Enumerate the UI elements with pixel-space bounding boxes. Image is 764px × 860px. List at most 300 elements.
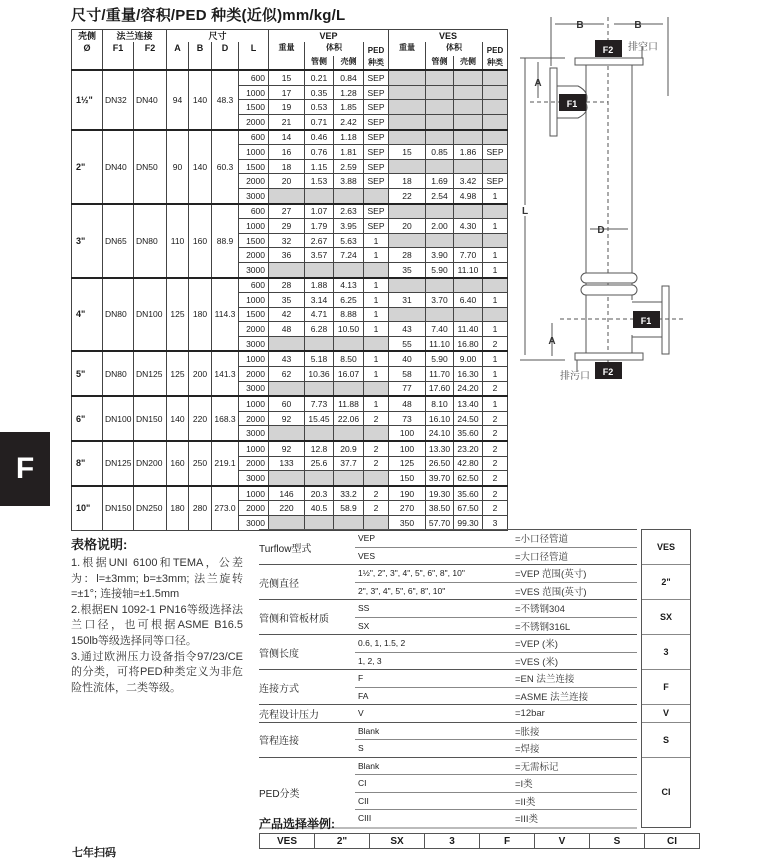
header-ves-tube: 管侧: [426, 56, 454, 71]
ves-cell: [454, 130, 483, 145]
code-option-row: [355, 617, 637, 635]
shell-size: 10": [72, 486, 103, 530]
ves-cell: 3.42: [454, 174, 483, 189]
vep-cell: 1.79: [305, 219, 334, 234]
f1-value: DN80: [103, 351, 134, 396]
header-vep-volume: 体积: [305, 42, 364, 56]
f2-value: DN150: [134, 396, 167, 441]
size-group: [72, 486, 508, 530]
example-code-table: [259, 833, 700, 849]
vep-cell: 2.59: [334, 159, 364, 174]
ves-cell: 35: [389, 262, 426, 277]
header-vep-ped: PED 种类: [364, 42, 389, 70]
vep-cell: 0.21: [305, 70, 334, 85]
vep-cell: SEP: [364, 70, 389, 85]
header-vep: VEP: [269, 30, 389, 43]
ves-cell: [426, 159, 454, 174]
vep-cell: [364, 188, 389, 203]
ves-cell: 4.98: [454, 188, 483, 203]
svg-text:F1: F1: [640, 316, 652, 326]
ves-cell: 73: [389, 411, 426, 426]
size-group: [72, 441, 508, 486]
ves-cell: 2: [483, 471, 508, 486]
vep-cell: 1: [364, 233, 389, 248]
ves-cell: 3: [483, 516, 508, 531]
ves-cell: 270: [389, 501, 426, 516]
d-value: 88.9: [212, 204, 239, 278]
dim-a-top: A: [534, 78, 542, 89]
code-group: [259, 529, 637, 564]
code-option-row: [355, 774, 637, 792]
vep-cell: 1: [364, 396, 389, 411]
b-value: 160: [189, 204, 212, 278]
code-group: [259, 704, 637, 722]
vep-cell: 92: [269, 441, 305, 456]
vep-cell: [269, 381, 305, 396]
vep-cell: [334, 471, 364, 486]
b-value: 140: [189, 70, 212, 129]
ves-cell: 5.90: [426, 351, 454, 366]
code-option-meaning: =EN 法兰连接: [515, 674, 575, 686]
selected-code-cell: CI: [642, 757, 690, 827]
size-group: [72, 130, 508, 204]
ves-cell: [454, 85, 483, 100]
size-group: [72, 204, 508, 278]
ves-cell: 1: [483, 219, 508, 234]
vep-cell: 3.95: [334, 219, 364, 234]
ves-cell: 16.30: [454, 367, 483, 382]
code-option-row: [355, 565, 637, 582]
a-value: 140: [167, 396, 189, 441]
vep-cell: 3.14: [305, 293, 334, 308]
code-option-key: 2", 3", 4", 5", 6", 8", 10": [358, 585, 446, 596]
ves-cell: 99.30: [454, 516, 483, 531]
ves-cell: [483, 100, 508, 115]
vep-cell: 20: [269, 174, 305, 189]
ves-cell: 5.90: [426, 262, 454, 277]
vep-cell: [269, 188, 305, 203]
vep-cell: 48: [269, 322, 305, 337]
ves-cell: 17.60: [426, 381, 454, 396]
size-group: [72, 351, 508, 396]
a-value: 125: [167, 278, 189, 352]
ves-cell: 1: [483, 293, 508, 308]
length-value: 3000: [239, 381, 269, 396]
dim-b-right: B: [634, 20, 642, 31]
shell-size: 6": [72, 396, 103, 441]
header-ves: VES: [389, 30, 508, 43]
ves-cell: [426, 100, 454, 115]
vep-cell: SEP: [364, 145, 389, 160]
vep-cell: 2: [364, 411, 389, 426]
ves-cell: 31: [389, 293, 426, 308]
length-value: 3000: [239, 262, 269, 277]
ves-cell: 100: [389, 441, 426, 456]
code-option-key: CIII: [358, 813, 372, 824]
length-value: 600: [239, 70, 269, 85]
ves-cell: 48: [389, 396, 426, 411]
length-value: 1500: [239, 233, 269, 248]
vep-cell: 36: [269, 248, 305, 263]
a-value: 125: [167, 351, 189, 396]
vep-cell: 11.88: [334, 396, 364, 411]
code-option-meaning: =12bar: [515, 707, 545, 719]
code-option-meaning: =VEP (米): [515, 639, 558, 651]
ves-cell: 24.20: [454, 381, 483, 396]
svg-text:F1: F1: [566, 99, 578, 109]
f2-value: DN100: [134, 278, 167, 352]
ves-cell: 26.50: [426, 456, 454, 471]
code-option-row: [355, 652, 637, 670]
ves-cell: 2: [483, 411, 508, 426]
length-value: 2000: [239, 411, 269, 426]
code-option-meaning: =VES 范围(英寸): [515, 586, 587, 598]
vep-cell: [269, 471, 305, 486]
f1-value: DN40: [103, 130, 134, 204]
vep-cell: 1: [364, 307, 389, 322]
selected-code-cell: S: [642, 722, 690, 757]
vep-cell: 1.07: [305, 204, 334, 219]
ves-cell: [426, 130, 454, 145]
ves-cell: 13.30: [426, 441, 454, 456]
code-category-label: 连接方式: [259, 683, 299, 695]
vep-cell: SEP: [364, 114, 389, 129]
code-option-row: [355, 670, 637, 687]
table-row: [72, 130, 508, 145]
ves-cell: 67.50: [454, 501, 483, 516]
vep-cell: 10.36: [305, 367, 334, 382]
code-option-row: [355, 635, 637, 652]
ves-cell: 11.10: [454, 262, 483, 277]
length-value: 2000: [239, 114, 269, 129]
vep-cell: 60: [269, 396, 305, 411]
vep-cell: [334, 426, 364, 441]
ves-cell: [454, 204, 483, 219]
length-value: 1000: [239, 145, 269, 160]
f1-value: DN150: [103, 486, 134, 530]
length-value: 600: [239, 130, 269, 145]
vep-cell: 62: [269, 367, 305, 382]
code-option-meaning: =焊接: [515, 744, 540, 756]
dim-l: L: [521, 206, 529, 217]
ves-cell: 28: [389, 248, 426, 263]
ves-cell: [426, 85, 454, 100]
code-option-meaning: =ASME 法兰连接: [515, 691, 589, 703]
vep-cell: 32: [269, 233, 305, 248]
ves-cell: 1.86: [454, 145, 483, 160]
length-value: 1500: [239, 159, 269, 174]
selected-code-cell: 3: [642, 634, 690, 669]
ves-cell: SEP: [483, 174, 508, 189]
example-cell-tube-joint: S: [590, 834, 645, 849]
code-option-meaning: =III类: [515, 814, 538, 826]
d-value: 48.3: [212, 70, 239, 129]
vep-cell: 21: [269, 114, 305, 129]
vep-cell: 6.28: [305, 322, 334, 337]
length-value: 3000: [239, 336, 269, 351]
f1-value: DN32: [103, 70, 134, 129]
length-value: 3000: [239, 426, 269, 441]
vep-cell: 10.50: [334, 322, 364, 337]
header-ves-volume: 体积: [426, 42, 483, 56]
drain-label: 排污口: [560, 371, 590, 382]
ves-cell: 7.40: [426, 322, 454, 337]
code-option-key: 1½", 2", 3", 4", 5", 6", 8", 10": [358, 568, 465, 579]
length-value: 3000: [239, 516, 269, 531]
ves-cell: 2: [483, 336, 508, 351]
ves-cell: [426, 233, 454, 248]
ves-cell: [483, 114, 508, 129]
f1-value: DN80: [103, 278, 134, 352]
ves-cell: 77: [389, 381, 426, 396]
d-value: 219.1: [212, 441, 239, 486]
vep-cell: 1.88: [305, 278, 334, 293]
ves-cell: [389, 100, 426, 115]
length-value: 2000: [239, 367, 269, 382]
header-ves-shell: 壳侧: [454, 56, 483, 71]
vep-cell: 2: [364, 501, 389, 516]
table-row: [72, 278, 508, 293]
length-value: 2000: [239, 322, 269, 337]
vep-cell: SEP: [364, 159, 389, 174]
length-value: 1000: [239, 396, 269, 411]
vep-cell: [305, 262, 334, 277]
code-option-meaning: =II类: [515, 796, 536, 808]
example-cell-material: SX: [370, 834, 425, 849]
ves-cell: [483, 307, 508, 322]
ves-cell: 2.54: [426, 188, 454, 203]
f1-bottom-badge: [633, 311, 660, 328]
ves-cell: 24.10: [426, 426, 454, 441]
d-value: 141.3: [212, 351, 239, 396]
page-title: 尺寸/重量/容积/PED 种类(近似)mm/kg/L: [71, 7, 346, 24]
vep-cell: 43: [269, 351, 305, 366]
length-value: 1500: [239, 100, 269, 115]
ves-cell: 1: [483, 262, 508, 277]
vep-cell: [305, 381, 334, 396]
vep-cell: 1.15: [305, 159, 334, 174]
vep-cell: 133: [269, 456, 305, 471]
dim-b-left: B: [576, 20, 584, 31]
example-cell-ped: CI: [645, 834, 700, 849]
vep-cell: [364, 262, 389, 277]
ves-cell: 1: [483, 351, 508, 366]
code-option-meaning: =不锈钢304: [515, 604, 565, 616]
shell-size: 4": [72, 278, 103, 352]
vep-cell: [305, 426, 334, 441]
vep-cell: [334, 188, 364, 203]
dim-d: D: [597, 225, 605, 236]
ves-cell: 43: [389, 322, 426, 337]
ves-cell: 4.30: [454, 219, 483, 234]
vep-cell: 20.3: [305, 486, 334, 501]
ves-cell: 1: [483, 396, 508, 411]
ves-cell: 62.50: [454, 471, 483, 486]
vep-cell: SEP: [364, 100, 389, 115]
vep-cell: 0.53: [305, 100, 334, 115]
size-group: [72, 278, 508, 352]
ves-cell: 3.90: [426, 248, 454, 263]
notes-title: 表格说明:: [71, 537, 128, 552]
code-option-row: [355, 758, 637, 775]
ves-cell: [426, 70, 454, 85]
code-option-key: SS: [358, 603, 370, 614]
code-option-key: VES: [358, 550, 376, 561]
code-option-key: CII: [358, 795, 369, 806]
vep-cell: 28: [269, 278, 305, 293]
model-code-legend: [259, 529, 637, 829]
ves-cell: [483, 85, 508, 100]
ves-cell: [389, 70, 426, 85]
vep-cell: 2: [364, 456, 389, 471]
f2-bottom-badge: [595, 362, 622, 379]
vep-cell: [364, 381, 389, 396]
note-1: 1.根据UNI 6100和TEMA，公差为：l=±3mm; b=±3mm; 法兰旋转=±1°; 连接轴=±1.5mm: [71, 557, 243, 601]
vep-cell: 35: [269, 293, 305, 308]
ves-cell: 35.60: [454, 486, 483, 501]
ves-cell: 42.80: [454, 456, 483, 471]
header-ves-ped: PED 种类: [483, 42, 508, 70]
length-value: 2000: [239, 174, 269, 189]
selected-code-cell: F: [642, 669, 690, 704]
vep-cell: [364, 426, 389, 441]
ves-cell: [483, 70, 508, 85]
ves-cell: 24.50: [454, 411, 483, 426]
vep-cell: 33.2: [334, 486, 364, 501]
size-group: [72, 70, 508, 129]
vep-cell: SEP: [364, 85, 389, 100]
vep-cell: 20.9: [334, 441, 364, 456]
vep-cell: 2.42: [334, 114, 364, 129]
f1-top-badge: [559, 94, 586, 111]
ves-cell: [389, 307, 426, 322]
ves-cell: [389, 278, 426, 293]
example-cell-pressure: V: [535, 834, 590, 849]
ves-cell: 1.69: [426, 174, 454, 189]
ves-cell: 11.10: [426, 336, 454, 351]
note-2: 2.根据EN 1092-1 PN16等级选择法兰口径，也可根据ASME B16.5 150lb等级选择同等口径。: [71, 603, 243, 647]
ves-cell: [426, 114, 454, 129]
vep-cell: 1: [364, 248, 389, 263]
ves-cell: [483, 233, 508, 248]
vep-cell: [269, 336, 305, 351]
a-value: 110: [167, 204, 189, 278]
ves-cell: 38.50: [426, 501, 454, 516]
vep-cell: 40.5: [305, 501, 334, 516]
selected-code-cell: SX: [642, 599, 690, 634]
ves-cell: 18: [389, 174, 426, 189]
ves-cell: 22: [389, 188, 426, 203]
ves-cell: 1: [483, 367, 508, 382]
header-d: D: [212, 42, 239, 70]
code-option-key: Blank: [358, 760, 380, 771]
b-value: 140: [189, 130, 212, 204]
vep-cell: 1: [364, 367, 389, 382]
header-vep-tube: 管侧: [305, 56, 334, 71]
length-value: 2000: [239, 456, 269, 471]
size-group: [72, 396, 508, 441]
vep-cell: [364, 516, 389, 531]
a-value: 94: [167, 70, 189, 129]
table-row: [72, 70, 508, 85]
vep-cell: 19: [269, 100, 305, 115]
vep-cell: 1: [364, 351, 389, 366]
exchanger-diagram: [520, 0, 764, 390]
svg-text:F2: F2: [602, 45, 614, 55]
ves-cell: 16.80: [454, 336, 483, 351]
table-row: [72, 351, 508, 366]
ves-cell: 6.40: [454, 293, 483, 308]
vep-cell: [364, 336, 389, 351]
code-option-meaning: =VEP 范围(英寸): [515, 569, 587, 581]
length-value: 2000: [239, 501, 269, 516]
ves-cell: 35.60: [454, 426, 483, 441]
ves-cell: [426, 278, 454, 293]
ves-cell: 190: [389, 486, 426, 501]
length-value: 600: [239, 278, 269, 293]
header-dims: 尺寸: [167, 30, 269, 43]
ves-cell: 57.70: [426, 516, 454, 531]
header-b: B: [189, 42, 212, 70]
vep-cell: [364, 471, 389, 486]
ves-cell: 350: [389, 516, 426, 531]
vep-cell: 12.8: [305, 441, 334, 456]
vep-cell: 4.71: [305, 307, 334, 322]
header-f2: F2: [134, 42, 167, 70]
vep-cell: 14: [269, 130, 305, 145]
ves-cell: [389, 114, 426, 129]
ves-cell: [454, 233, 483, 248]
dim-a-bottom: A: [548, 336, 556, 347]
notes-text: [71, 556, 243, 696]
code-group: [259, 669, 637, 704]
table-row: [72, 396, 508, 411]
code-category-label: 管侧长度: [259, 648, 299, 660]
length-value: 1000: [239, 486, 269, 501]
ves-cell: 16.10: [426, 411, 454, 426]
header-vep-shell: 壳侧: [334, 56, 364, 71]
vep-cell: 25.6: [305, 456, 334, 471]
ves-cell: [389, 204, 426, 219]
code-option-key: FA: [358, 690, 369, 701]
vep-cell: 7.24: [334, 248, 364, 263]
vep-cell: 5.18: [305, 351, 334, 366]
code-option-key: S: [358, 743, 364, 754]
ves-cell: [483, 278, 508, 293]
vep-cell: [305, 336, 334, 351]
ves-cell: 2: [483, 441, 508, 456]
ves-cell: 1: [483, 188, 508, 203]
ves-cell: SEP: [483, 145, 508, 160]
code-category-label: 壳程设计压力: [259, 709, 319, 721]
ves-cell: 8.10: [426, 396, 454, 411]
a-value: 180: [167, 486, 189, 530]
ves-cell: [454, 278, 483, 293]
header-flange: 法兰连接: [103, 30, 167, 43]
example-cell-diameter: 2": [315, 834, 370, 849]
code-option-row: [355, 600, 637, 617]
shell-size: 3": [72, 204, 103, 278]
vep-cell: 17: [269, 85, 305, 100]
ves-cell: 150: [389, 471, 426, 486]
vep-cell: 1.28: [334, 85, 364, 100]
ves-cell: 1: [483, 248, 508, 263]
code-option-key: F: [358, 673, 364, 684]
vep-cell: 1.53: [305, 174, 334, 189]
vep-cell: 27: [269, 204, 305, 219]
header-ves-weight: 重量: [389, 42, 426, 70]
ves-cell: [454, 114, 483, 129]
